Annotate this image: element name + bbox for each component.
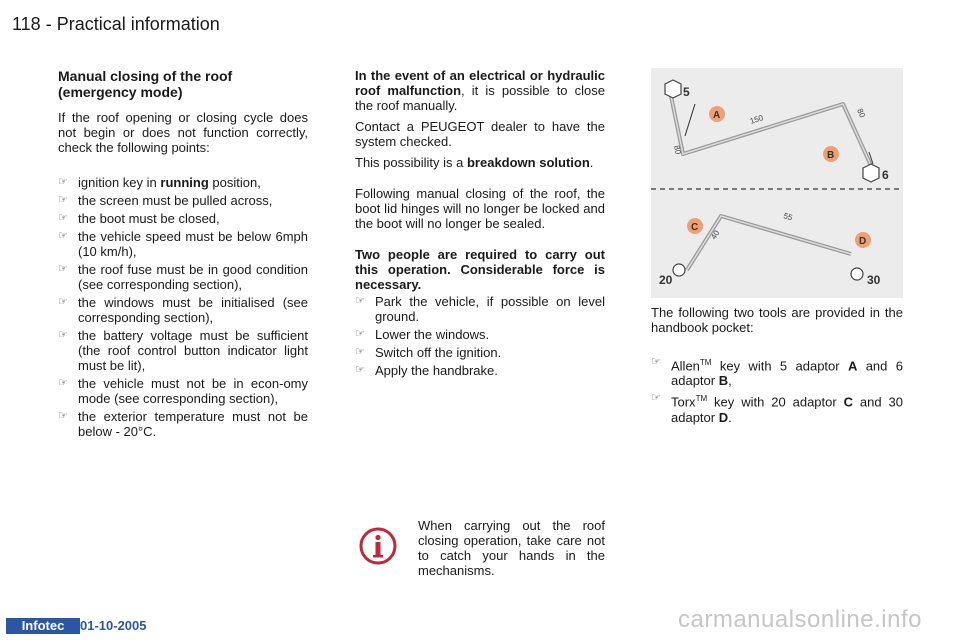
- pointing-hand-icon: ☞: [355, 346, 365, 358]
- tool-text: ,: [728, 373, 732, 389]
- tool-diagram-svg: [651, 68, 903, 298]
- malfunction-paragraph: [355, 68, 605, 113]
- breakdown-text: This possibility is a: [355, 155, 467, 170]
- breakdown-bold: breakdown solution: [466, 155, 590, 170]
- warning-text: When carrying out the roof closing operation, take care not to catch your hands in the mechanisms.: [418, 518, 605, 578]
- tool-text: Allen: [671, 358, 700, 374]
- info-icon: [358, 526, 398, 566]
- intro-paragraph: If the roof opening or closing cycle does not begin or does not function correctly, check the following points:: [58, 110, 308, 155]
- list-text: the roof fuse must be in good condition (see corresponding section),: [78, 262, 308, 292]
- list-item: [58, 376, 308, 406]
- label-d: D: [859, 236, 867, 247]
- pointing-hand-icon: ☞: [58, 230, 68, 242]
- list-item: [651, 355, 903, 388]
- list-item: [58, 295, 308, 325]
- tool-letter: A: [847, 358, 858, 374]
- tool-trademark: TM: [695, 394, 708, 404]
- list-item: [58, 229, 308, 259]
- tool-text: and 6 adaptor: [671, 358, 903, 389]
- pointing-hand-icon: ☞: [58, 194, 68, 206]
- list-text: Park the vehicle, if possible on level ground.: [375, 294, 605, 324]
- allen-key-shape: [671, 96, 873, 170]
- tool-letter: B: [718, 373, 729, 389]
- list-item: [58, 211, 308, 226]
- list-text: the screen must be pulled across,: [78, 193, 273, 208]
- hex-5-icon: [665, 80, 681, 98]
- malfunction-bold: In the event of an electrical or hydraulic roof malfunction: [355, 68, 605, 98]
- list-text: position,: [208, 175, 261, 190]
- label-5: 5: [683, 85, 690, 99]
- tool-text: Torx: [671, 394, 696, 410]
- page-header: [0, 0, 960, 48]
- page-title: 118 - Practical information: [12, 14, 220, 34]
- hex-6-icon: [863, 164, 879, 182]
- heading-line-2: (emergency mode): [58, 84, 183, 100]
- tool-text: .: [728, 409, 732, 425]
- tool-letter: D: [718, 409, 729, 425]
- tool-letter: C: [843, 394, 854, 410]
- list-text: the vehicle speed must be below 6mph (10 km/h),: [78, 229, 308, 259]
- list-text: the battery voltage must be sufficient (the roof control button indicator light must be lit),: [78, 328, 308, 373]
- left-column: [58, 68, 308, 442]
- footer-date: 01-10-2005: [80, 618, 147, 633]
- dim-80-left: 80: [672, 144, 683, 156]
- pointing-hand-icon: ☞: [355, 295, 365, 307]
- list-text: the boot must be closed,: [78, 211, 220, 226]
- list-item: [355, 363, 605, 378]
- label-c: C: [691, 222, 699, 233]
- list-item: [651, 391, 903, 424]
- pointing-hand-icon: ☞: [58, 176, 68, 188]
- list-item: [355, 345, 605, 360]
- dim-150: 150: [748, 113, 765, 126]
- right-column: [651, 305, 903, 428]
- pointing-hand-icon: ☞: [58, 329, 68, 341]
- list-text: ignition key in: [78, 175, 161, 190]
- label-30: 30: [867, 273, 881, 287]
- pointing-hand-icon: ☞: [58, 377, 68, 389]
- list-text: the windows must be initialised (see corresponding section),: [78, 295, 308, 325]
- tools-list: [651, 355, 903, 425]
- hinges-paragraph: Following manual closing of the roof, the boot lid hinges will no longer be locked and the boot will no longer be sealed.: [355, 186, 605, 231]
- dim-40: 40: [709, 228, 722, 242]
- list-item: [58, 328, 308, 373]
- check-list: [58, 175, 308, 439]
- list-item: [58, 193, 308, 208]
- heading-line-1: Manual closing of the roof: [58, 68, 233, 84]
- breakdown-end: .: [589, 155, 594, 170]
- pointing-hand-icon: ☞: [58, 296, 68, 308]
- label-a: A: [713, 110, 721, 121]
- two-people-paragraph: Two people are required to carry out this operation. Considerable force is necessary.: [355, 247, 605, 292]
- pointing-hand-icon: ☞: [355, 328, 365, 340]
- malfunction-text: , it is possible to close the roof manually.: [355, 83, 605, 113]
- list-item: [58, 409, 308, 439]
- steps-list: [355, 294, 605, 378]
- tools-intro: The following two tools are provided in the handbook pocket:: [651, 305, 903, 335]
- middle-column: [355, 68, 605, 381]
- tool-trademark: TM: [699, 358, 712, 367]
- label-6: 6: [882, 168, 889, 182]
- torx-30-icon: [851, 268, 863, 280]
- list-text: the vehicle must not be in econ-omy mode (see corresponding section),: [78, 376, 308, 406]
- dim-80-right: 80: [855, 107, 868, 119]
- list-text: the exterior temperature must not be below - 20°C.: [78, 409, 308, 439]
- list-text: Lower the windows.: [375, 327, 490, 342]
- label-20: 20: [659, 273, 673, 287]
- pointing-hand-icon: ☞: [651, 392, 661, 405]
- torx-20-icon: [673, 264, 685, 276]
- tool-diagram: [651, 68, 903, 298]
- list-text-bold: running: [160, 175, 209, 190]
- pointing-hand-icon: ☞: [58, 410, 68, 422]
- list-text: Switch off the ignition.: [375, 345, 502, 360]
- watermark: carmanualsonline.info: [678, 606, 922, 633]
- breakdown-paragraph: [355, 155, 605, 170]
- list-item: [58, 262, 308, 292]
- pointing-hand-icon: ☞: [355, 364, 365, 376]
- label-b: B: [827, 150, 835, 161]
- tool-text: key with 5 adaptor: [711, 358, 848, 374]
- list-item: [58, 175, 308, 190]
- dim-55: 55: [782, 211, 794, 223]
- list-item: [355, 327, 605, 342]
- list-text: Apply the handbrake.: [375, 363, 498, 378]
- tool-text: key with 20 adaptor: [707, 394, 844, 410]
- pointing-hand-icon: ☞: [58, 212, 68, 224]
- arrow-a: [685, 104, 695, 136]
- dealer-paragraph: Contact a PEUGEOT dealer to have the system checked.: [355, 119, 605, 149]
- section-heading: [58, 68, 308, 100]
- pointing-hand-icon: ☞: [651, 356, 661, 368]
- infotec-logo: Infotec: [6, 618, 80, 634]
- pointing-hand-icon: ☞: [58, 263, 68, 275]
- tool-text: and 30 adaptor: [671, 394, 904, 425]
- torx-key-shape: [687, 216, 851, 270]
- list-item: [355, 294, 605, 324]
